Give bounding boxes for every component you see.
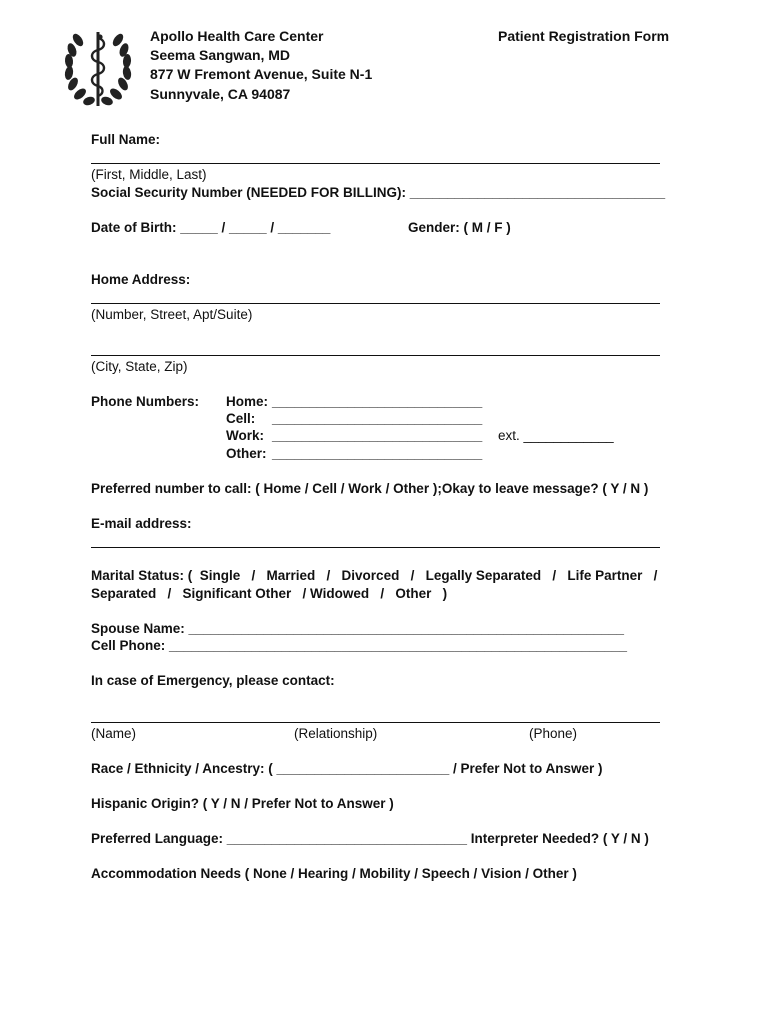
emergency-label: In case of Emergency, please contact:	[91, 673, 335, 688]
org-name: Apollo Health Care Center	[150, 28, 324, 44]
home-address-label: Home Address:	[91, 272, 191, 287]
email-label: E-mail address:	[91, 516, 192, 531]
street-address-field[interactable]	[91, 303, 660, 304]
phone-other-label: Other:	[226, 446, 267, 461]
phone-work-row	[226, 427, 482, 444]
spouse-name-field[interactable]: Spouse Name: __________________________________________________________	[91, 621, 624, 636]
address-line-1: 877 W Fremont Avenue, Suite N-1	[150, 66, 373, 82]
full-name-field[interactable]	[91, 163, 660, 164]
preferred-call-field[interactable]: Preferred number to call: ( Home / Cell / Work / Other );Okay to leave message? ( Y / N )	[91, 481, 649, 496]
phone-work-field[interactable]: ____________________________	[272, 428, 483, 443]
street-hint: (Number, Street, Apt/Suite)	[91, 307, 253, 322]
email-field[interactable]	[91, 547, 660, 548]
dob-field[interactable]: Date of Birth: _____ / _____ / _______	[91, 220, 331, 235]
phone-numbers-label: Phone Numbers:	[91, 394, 200, 409]
phone-other-field[interactable]: ____________________________	[272, 446, 483, 461]
marital-status-field[interactable]: Marital Status: ( Single / Married / Divorced / Legally Separated / Life Partner /	[91, 568, 658, 583]
phone-other-row	[226, 445, 482, 462]
city-hint: (City, State, Zip)	[91, 359, 188, 374]
full-name-label: Full Name:	[91, 132, 161, 147]
emergency-name-hint: (Name)	[91, 726, 137, 741]
marital-status-field-cont[interactable]: Separated / Significant Other / Widowed / Other )	[91, 586, 448, 601]
phone-cell-field[interactable]: ____________________________	[272, 411, 483, 426]
emergency-phone-hint: (Phone)	[529, 726, 578, 741]
phone-home-label: Home:	[226, 394, 269, 409]
ssn-row	[91, 184, 665, 201]
hispanic-origin-field[interactable]: Hispanic Origin? ( Y / N / Prefer Not to Answer )	[91, 796, 394, 811]
phone-home-row	[226, 393, 482, 410]
ssn-label: Social Security Number (NEEDED FOR BILLING):	[91, 185, 410, 200]
preferred-language-field[interactable]: Preferred Language: ________________________________ Interpreter Needed? ( Y / N )	[91, 831, 649, 846]
phone-home-field[interactable]: ____________________________	[272, 394, 483, 409]
ssn-field[interactable]: __________________________________	[409, 185, 666, 200]
form-title: Patient Registration Form	[498, 28, 670, 44]
doctor-name: Seema Sangwan, MD	[150, 47, 291, 63]
accommodation-needs-field[interactable]: Accommodation Needs ( None / Hearing / Mobility / Speech / Vision / Other )	[91, 866, 577, 881]
phone-ext-field[interactable]: ext. ____________	[498, 428, 614, 443]
full-name-hint: (First, Middle, Last)	[91, 167, 207, 182]
address-line-2: Sunnyvale, CA 94087	[150, 86, 291, 102]
gender-field[interactable]: Gender: ( M / F )	[408, 220, 511, 235]
phone-work-label: Work:	[226, 428, 265, 443]
spouse-cell-field[interactable]: Cell Phone: _____________________________________________________________	[91, 638, 627, 653]
caduceus-laurel-wreath-icon	[60, 28, 136, 110]
emergency-relationship-hint: (Relationship)	[294, 726, 378, 741]
phone-cell-label: Cell:	[226, 411, 256, 426]
phone-cell-row	[226, 410, 482, 427]
emergency-contact-field[interactable]	[91, 722, 660, 723]
city-state-zip-field[interactable]	[91, 355, 660, 356]
race-ethnicity-field[interactable]: Race / Ethnicity / Ancestry: ( _______________________ / Prefer Not to Answer )	[91, 761, 603, 776]
